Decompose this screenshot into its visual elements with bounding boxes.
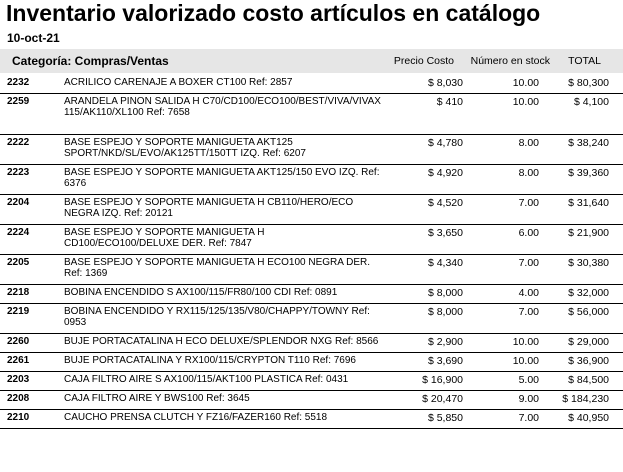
- item-code: 2222: [7, 137, 30, 148]
- table-row: [0, 165, 623, 195]
- table-row: [0, 334, 623, 353]
- table-row: [0, 135, 623, 165]
- item-stock: 6.00: [518, 227, 539, 239]
- item-description: BASE ESPEJO Y SOPORTE MANIGUETA H ECO100 NEGRA DER. Ref: 1369: [64, 257, 371, 279]
- item-stock: 8.00: [518, 137, 539, 149]
- item-cost-price: $ 8,000: [427, 287, 463, 299]
- item-description: CAUCHO PRENSA CLUTCH Y FZ16/FAZER160 Ref: 5518: [64, 412, 328, 423]
- item-total: $ 21,900: [568, 227, 609, 239]
- item-total: $ 4,100: [573, 96, 609, 108]
- item-cost-price: $ 4,920: [427, 167, 463, 179]
- table-row: [0, 75, 623, 94]
- item-cost-price: $ 8,000: [427, 306, 463, 318]
- item-cost-price: $ 3,690: [427, 355, 463, 367]
- item-total: $ 40,950: [568, 412, 609, 424]
- table-header: [0, 49, 623, 73]
- table-row: [0, 255, 623, 285]
- item-code: 2205: [7, 257, 30, 268]
- item-description: BOBINA ENCENDIDO S AX100/115/FR80/100 CDI Ref: 0891: [64, 287, 338, 298]
- item-code: 2261: [7, 355, 30, 366]
- item-description: BASE ESPEJO Y SOPORTE MANIGUETA AKT125 SPORT/NKD/SL/EVO/AK125TT/150TT IZQ. Ref: 6207: [64, 137, 306, 159]
- item-cost-price: $ 410: [436, 96, 463, 108]
- item-cost-price: $ 4,780: [427, 137, 463, 149]
- item-cost-price: $ 2,900: [427, 336, 463, 348]
- item-code: 2208: [7, 393, 30, 404]
- item-cost-price: $ 4,340: [427, 257, 463, 269]
- item-total: $ 32,000: [568, 287, 609, 299]
- item-stock: 9.00: [518, 393, 539, 405]
- item-total: $ 38,240: [568, 137, 609, 149]
- report-date: 10-oct-21: [7, 31, 60, 45]
- item-code: 2259: [7, 96, 30, 107]
- item-total: $ 39,360: [568, 167, 609, 179]
- item-description: CAJA FILTRO AIRE S AX100/115/AKT100 PLASTICA Ref: 0431: [64, 374, 349, 385]
- item-description: CAJA FILTRO AIRE Y BWS100 Ref: 3645: [64, 393, 250, 404]
- item-code: 2224: [7, 227, 30, 238]
- item-total: $ 31,640: [568, 197, 609, 209]
- table-row: [0, 391, 623, 410]
- item-cost-price: $ 20,470: [422, 393, 463, 405]
- item-description: BASE ESPEJO Y SOPORTE MANIGUETA H CD100/ECO100/DELUXE DER. Ref: 7847: [64, 227, 265, 249]
- item-code: 2204: [7, 197, 30, 208]
- item-description: ARANDELA PINON SALIDA H C70/CD100/ECO100/BEST/VIVA/VIVAX 115/AK110/XL100 Ref: 7658: [64, 96, 381, 118]
- item-description: BASE ESPEJO Y SOPORTE MANIGUETA H CB110/HERO/ECO NEGRA IZQ. Ref: 20121: [64, 197, 354, 219]
- column-header-stock: Número en stock: [470, 55, 550, 67]
- column-header-price: Precio Costo: [393, 55, 454, 67]
- item-total: $ 84,500: [568, 374, 609, 386]
- item-total: $ 36,900: [568, 355, 609, 367]
- item-stock: 10.00: [512, 77, 539, 89]
- item-total: $ 29,000: [568, 336, 609, 348]
- item-code: 2219: [7, 306, 30, 317]
- table-row: [0, 285, 623, 304]
- item-description: ACRILICO CARENAJE A BOXER CT100 Ref: 2857: [64, 77, 293, 88]
- item-code: 2223: [7, 167, 30, 178]
- report-title: Inventario valorizado costo artículos en catálogo: [6, 0, 541, 26]
- item-stock: 7.00: [518, 412, 539, 424]
- inventory-table-body: [0, 75, 623, 429]
- item-code: 2218: [7, 287, 30, 298]
- item-total: $ 80,300: [568, 77, 609, 89]
- table-row: [0, 195, 623, 225]
- item-cost-price: $ 4,520: [427, 197, 463, 209]
- item-description: BUJE PORTACATALINA H ECO DELUXE/SPLENDOR NXG Ref: 8566: [64, 336, 379, 347]
- item-total: $ 184,230: [562, 393, 609, 405]
- table-row: [0, 225, 623, 255]
- item-cost-price: $ 16,900: [422, 374, 463, 386]
- item-total: $ 30,380: [568, 257, 609, 269]
- item-stock: 4.00: [518, 287, 539, 299]
- item-stock: 8.00: [518, 167, 539, 179]
- item-stock: 10.00: [512, 96, 539, 108]
- item-stock: 10.00: [512, 336, 539, 348]
- table-row: [0, 94, 623, 135]
- item-description: BOBINA ENCENDIDO Y RX115/125/135/V80/CHAPPY/TOWNY Ref: 0953: [64, 306, 370, 328]
- category-label: Categoría: Compras/Ventas: [12, 54, 169, 68]
- column-header-total: TOTAL: [568, 55, 601, 67]
- item-code: 2203: [7, 374, 30, 385]
- item-cost-price: $ 3,650: [427, 227, 463, 239]
- table-row: [0, 304, 623, 334]
- item-code: 2210: [7, 412, 30, 423]
- item-total: $ 56,000: [568, 306, 609, 318]
- item-code: 2260: [7, 336, 30, 347]
- item-description: BUJE PORTACATALINA Y RX100/115/CRYPTON T110 Ref: 7696: [64, 355, 356, 366]
- item-stock: 7.00: [518, 257, 539, 269]
- item-code: 2232: [7, 77, 30, 88]
- item-cost-price: $ 8,030: [427, 77, 463, 89]
- item-stock: 7.00: [518, 197, 539, 209]
- table-row: [0, 353, 623, 372]
- table-row: [0, 372, 623, 391]
- item-stock: 7.00: [518, 306, 539, 318]
- item-stock: 5.00: [518, 374, 539, 386]
- item-stock: 10.00: [512, 355, 539, 367]
- item-description: BASE ESPEJO Y SOPORTE MANIGUETA AKT125/150 EVO IZQ. Ref: 6376: [64, 167, 380, 189]
- item-cost-price: $ 5,850: [427, 412, 463, 424]
- table-row: [0, 410, 623, 429]
